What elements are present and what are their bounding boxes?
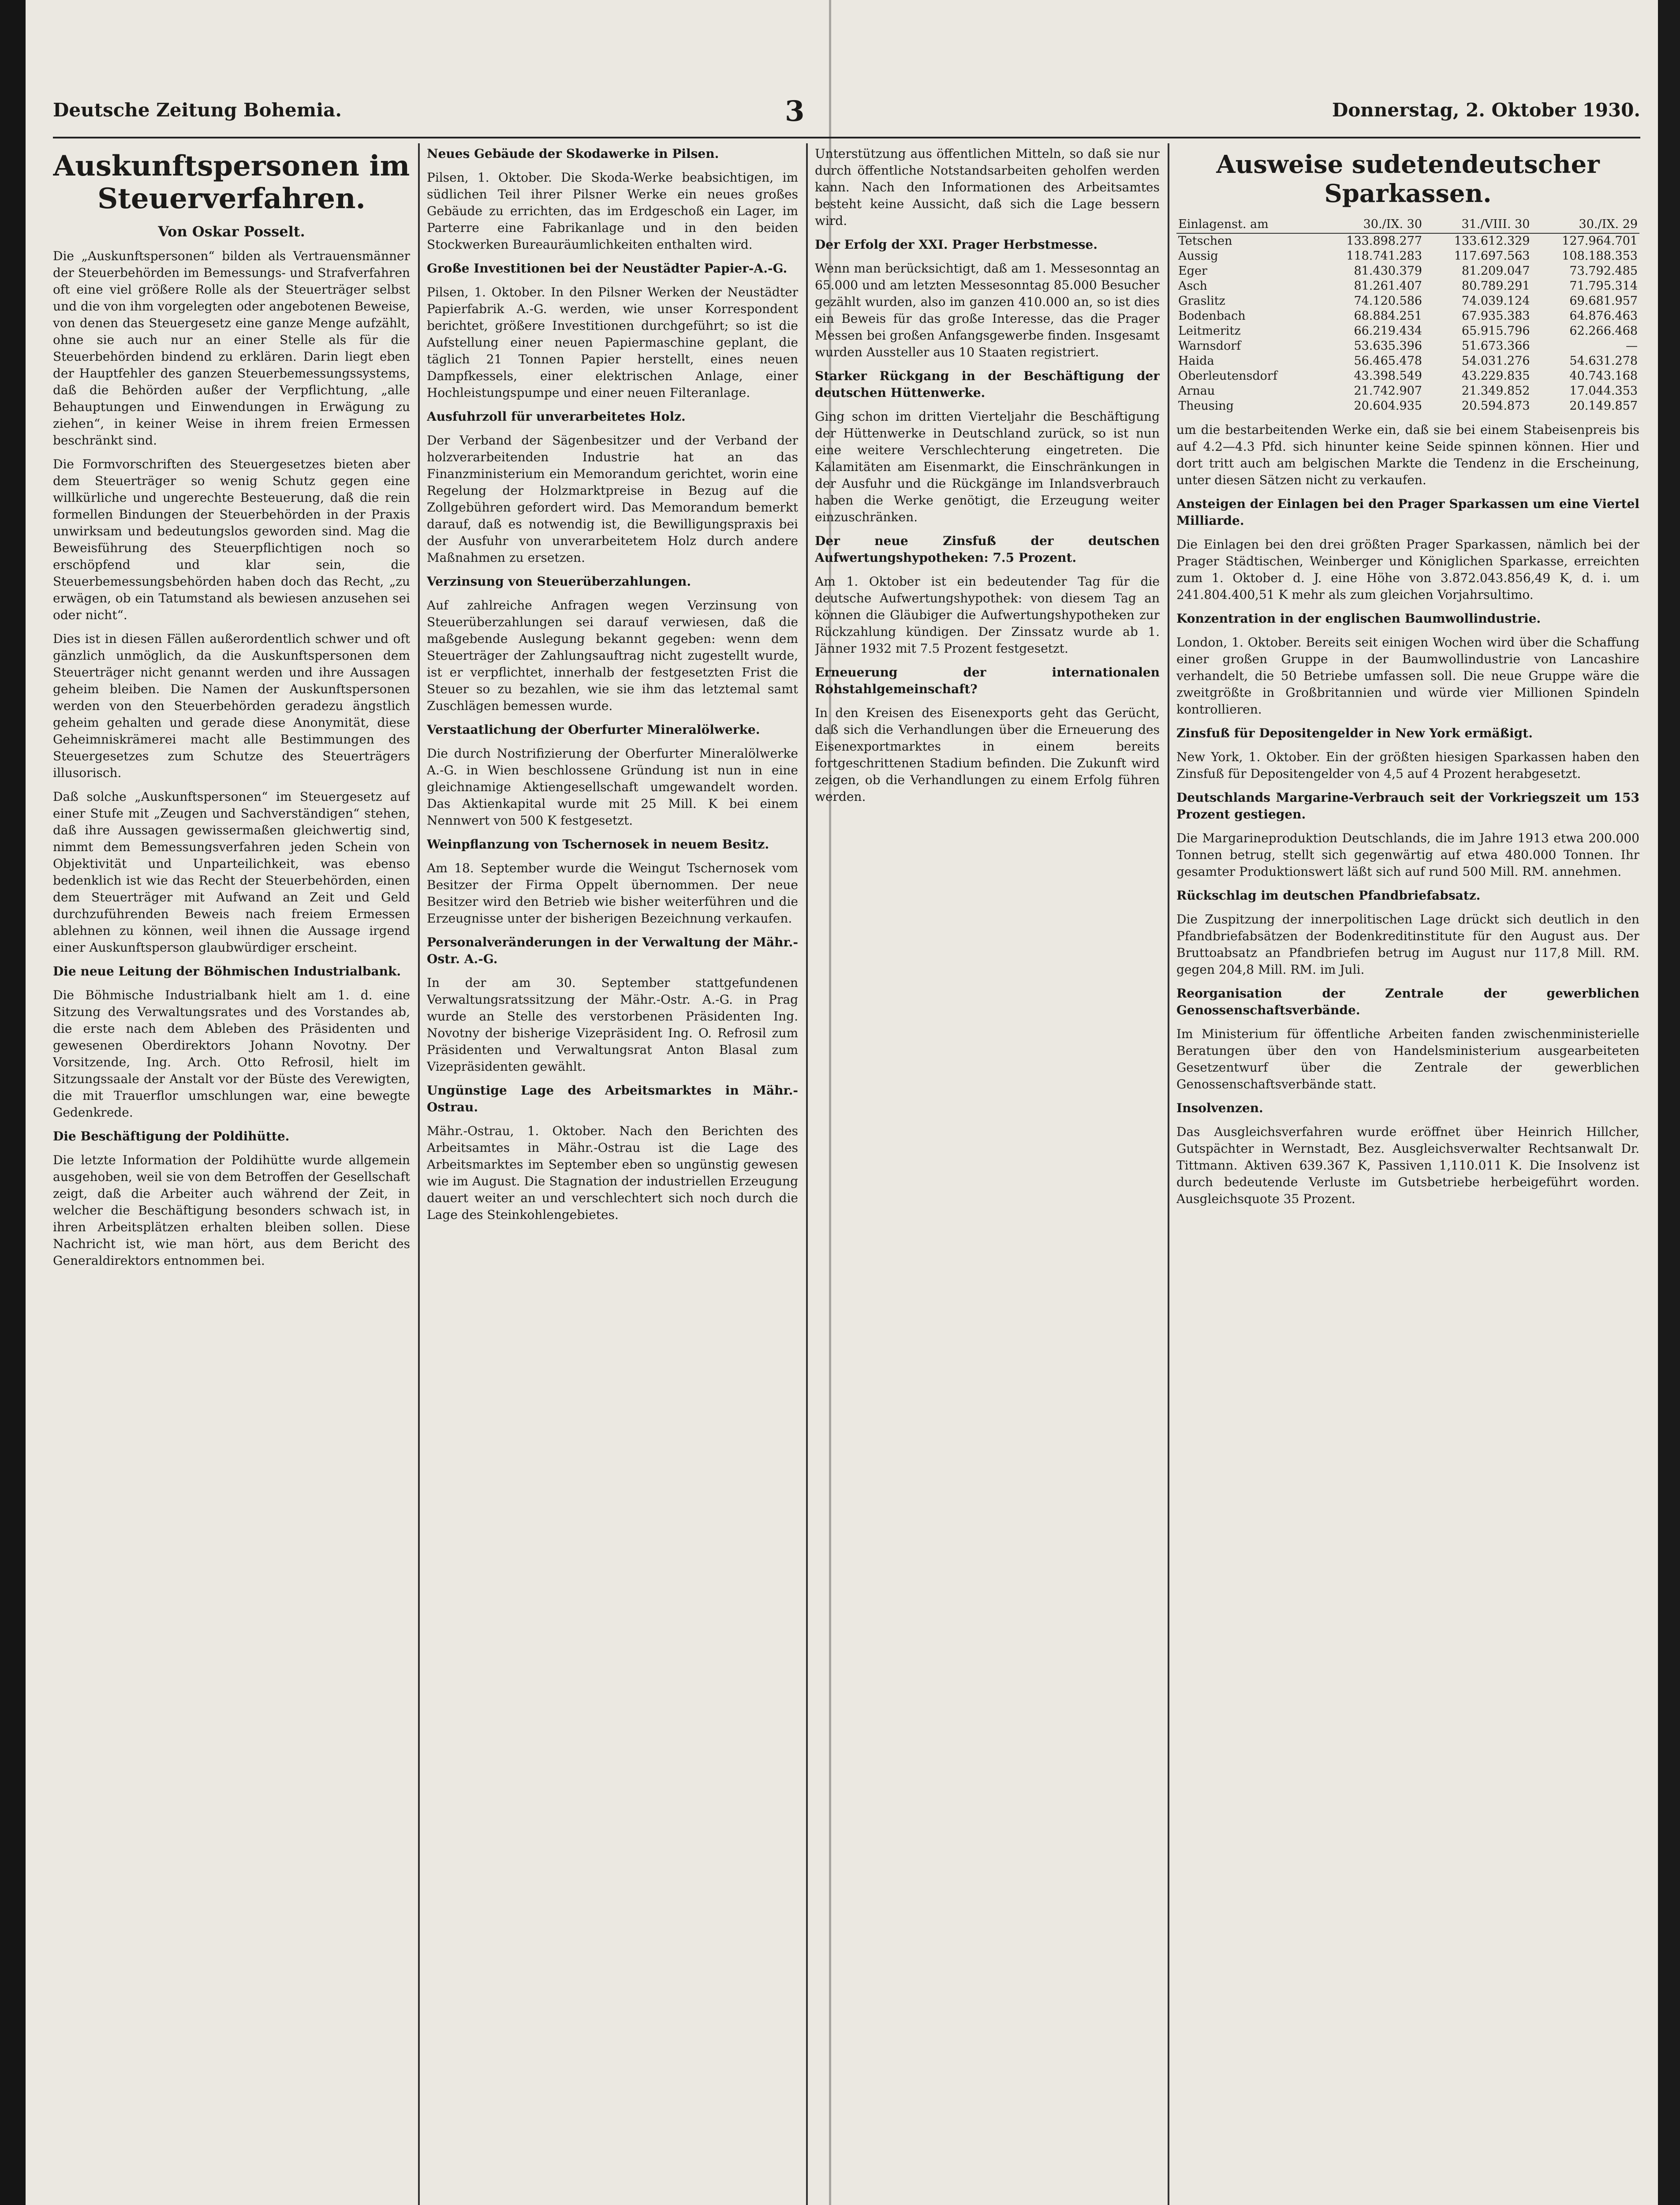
section-heading: Konzentration in der englischen Baumwollindustrie. bbox=[1176, 611, 1541, 626]
paragraph: New York, 1. Oktober. Ein der größten hiesigen Sparkassen haben den Zinsfuß für Depositengelder von 4,5 auf 4 Prozent herabgesetzt. bbox=[1176, 750, 1639, 781]
table-header: Einlagenst. am bbox=[1176, 216, 1316, 233]
deposit-value: 54.631.278 bbox=[1569, 354, 1638, 368]
section-heading: Ungünstige Lage des Arbeitsmarktes in Mähr.-Ostrau. bbox=[427, 1083, 798, 1114]
section-heading: Starker Rückgang in der Beschäftigung der deutschen Hüttenwerke. bbox=[815, 369, 1160, 400]
paragraph: Wenn man berücksichtigt, daß am 1. Messesonntag an 65.000 und am letzten Messesonntag 85.000 Besucher gezählt wurden, also im ganzen 410.000 an, so ist dies ein Beweis für das große Interesse, das die Prager Messen bei großen Anfangsgewerbe finden. Insgesamt wurden Aussteller aus 10 Staaten registriert. bbox=[815, 261, 1160, 359]
section-heading: Große Investitionen bei der Neustädter Papier-A.-G. bbox=[427, 261, 788, 276]
paragraph: Die Margarineproduktion Deutschlands, die im Jahre 1913 etwa 200.000 Tonnen betrug, stellt sich gegenwärtig auf etwa 480.000 Tonnen. Ihr gesamter Produktionswert läßt sich auf rund 500 Mill. RM. annehmen. bbox=[1176, 831, 1639, 879]
paragraph: Mähr.-Ostrau, 1. Oktober. Nach den Berichten des Arbeitsamtes in Mähr.-Ostrau ist die Lage des Arbeitsmarktes im September eben so ungünstig gewesen wie im August. Die Stagnation der industriellen Erzeugung dauert weiter an und verschlechtert sich noch durch die Lage des Steinkohlengebietes. bbox=[427, 1124, 798, 1222]
deposit-value: 20.604.935 bbox=[1354, 399, 1422, 413]
deposit-value: 108.188.353 bbox=[1562, 249, 1638, 263]
deposit-value: 20.149.857 bbox=[1569, 399, 1638, 413]
paragraph: Am 18. September wurde die Weingut Tschernosek vom Besitzer der Firma Oppelt übernommen. Der neue Besitzer wird den Betrieb wie bisher weiterführen und die Erzeugnisse unter der bisherigen Bezeichnung verkaufen. bbox=[427, 861, 798, 926]
paragraph: Dies ist in diesen Fällen außerordentlich schwer und oft gänzlich unmöglich, da die Auskunftspersonen dem Steuerträger nicht genannt werden und ihre Aussagen geheim bleiben. Die Namen der Auskunftspersonen werden von den Steuerbehörden geradezu ängstlich geheim gehalten und gerade diese Anonymität, diese Geheimniskrämerei macht alle Bestimmungen des Steuergesetzes zum Schutze des Steuerträgers illusorisch. bbox=[53, 632, 410, 780]
column-1 bbox=[53, 146, 410, 2205]
paragraph: Die Böhmische Industrialbank hielt am 1. d. eine Sitzung des Verwaltungsrates und des Vorstandes ab, die erste nach dem Ableben des Präsidenten und gewesenen Oberdirektors Johann Novotny. Der Vorsitzende, Ing. Arch. Otto Refrosil, hielt im Sitzungssaale der Anstalt vor der Büste des Verewigten, die mit Trauerflor umschlungen war, eine bewegte Gedenkrede. bbox=[53, 988, 410, 1120]
table-row bbox=[1176, 279, 1639, 294]
section-heading: Personalveränderungen in der Verwaltung der Mähr.-Ostr. A.-G. bbox=[427, 935, 798, 966]
sparkasse-name: Eger bbox=[1178, 264, 1207, 278]
deposit-value: 64.876.463 bbox=[1569, 309, 1638, 323]
sparkasse-name: Asch bbox=[1178, 279, 1207, 293]
deposit-value: 65.915.796 bbox=[1461, 324, 1530, 338]
section-heading: Deutschlands Margarine-Verbrauch seit der Vorkriegszeit um 153 Prozent gestiegen. bbox=[1176, 790, 1639, 822]
deposit-value: 81.261.407 bbox=[1354, 279, 1422, 293]
table-header: 31./VIII. 30 bbox=[1424, 216, 1531, 233]
deposit-value: — bbox=[1626, 339, 1638, 353]
column-4 bbox=[1176, 146, 1639, 2205]
table-row bbox=[1176, 399, 1639, 414]
header-rule bbox=[53, 137, 1640, 138]
section-heading: Ausfuhrzoll für unverarbeitetes Holz. bbox=[427, 409, 686, 424]
savings-table bbox=[1176, 216, 1639, 414]
paragraph: Unterstützung aus öffentlichen Mitteln, so daß sie nur durch öffentliche Notstandsarbeiten geholfen werden kann. Nach den Informationen des Arbeitsamtes besteht keine Aussicht, daß sich die Lage bessern wird. bbox=[815, 146, 1160, 228]
paragraph: Die durch Nostrifizierung der Oberfurter Mineralölwerke A.-G. in Wien beschlossene Gründung ist nun in eine gleichnamige Aktiengesellschaft umgewandelt worden. Das Aktienkapital wurde mit 25 Mill. K bei einem Nennwert von 500 K festgesetzt. bbox=[427, 746, 798, 828]
deposit-value: 68.884.251 bbox=[1354, 309, 1422, 323]
table-row bbox=[1176, 369, 1639, 384]
section-heading: Verzinsung von Steuerüberzahlungen. bbox=[427, 574, 691, 589]
issue-date: Donnerstag, 2. Oktober 1930. bbox=[1332, 99, 1640, 121]
paragraph: In den Kreisen des Eisenexports geht das Gerücht, daß sich die Verhandlungen über die Erneuerung des Eisenexportmarktes in einem bereits fortgeschrittenen Stadium befinden. Die Zukunft wird zeigen, ob die Verhandlungen zu einem Erfolg führen werden. bbox=[815, 706, 1160, 804]
sparkasse-name: Aussig bbox=[1178, 249, 1218, 263]
sparkasse-name: Haida bbox=[1178, 354, 1214, 368]
deposit-value: 80.789.291 bbox=[1461, 279, 1530, 293]
section-heading: Die neue Leitung der Böhmischen Industrialbank. bbox=[53, 964, 401, 979]
table-row bbox=[1176, 339, 1639, 354]
deposit-value: 127.964.701 bbox=[1562, 234, 1638, 248]
scan-border-right bbox=[1658, 0, 1680, 2205]
paragraph: In der am 30. September stattgefundenen Verwaltungsratssitzung der Mähr.-Ostr. A.-G. in Prag wurde an Stelle des verstorbenen Präsidenten Ing. Novotny der bisherige Vizepräsident Ing. O. Refrosil zum Präsidenten und Verwaltungsrat Anton Blasal zum Vizepräsidenten gewählt. bbox=[427, 975, 798, 1074]
paragraph: Im Ministerium für öffentliche Arbeiten fanden zwischenministerielle Beratungen über den von Handelsministerium ausgearbeiteten Gesetzentwurf über die Zentrale der gewerblichen Genossenschaftsverbände statt. bbox=[1176, 1027, 1639, 1091]
table-row bbox=[1176, 384, 1639, 399]
paragraph: Die letzte Information der Poldihütte wurde allgemein ausgehoben, weil sie von dem Betroffen der Gesellschaft zeigt, daß die Arbeiter auch während der Zeit, in welcher die Beschäftigung besonders schwach ist, in ihren Arbeitsplätzen erhalten bleiben sollen. Diese Nachricht ist, wie man hört, aus dem Bericht des Generaldirektors entnommen bei. bbox=[53, 1153, 410, 1268]
page-number: 3 bbox=[785, 95, 805, 128]
table-row bbox=[1176, 354, 1639, 369]
section-heading: Die Beschäftigung der Poldihütte. bbox=[53, 1129, 290, 1144]
section-heading: Der Erfolg der XXI. Prager Herbstmesse. bbox=[815, 237, 1098, 252]
paragraph: Ging schon im dritten Vierteljahr die Beschäftigung der Hüttenwerke in Deutschland zurück, so ist nun eine weitere Verschlechterung eingetreten. Die Kalamitäten am Eisenmarkt, die Einschränkungen in der Ausfuhr und die Rückgänge im Inlandsverbrauch haben die Werke genötigt, die Erzeugung weiter einzuschränken. bbox=[815, 409, 1160, 524]
deposit-value: 133.898.277 bbox=[1346, 234, 1422, 248]
section-heading: Rückschlag im deutschen Pfandbriefabsatz. bbox=[1176, 888, 1481, 903]
sparkasse-name: Bodenbach bbox=[1178, 309, 1246, 323]
column-rule bbox=[1168, 143, 1169, 2205]
paragraph: Das Ausgleichsverfahren wurde eröffnet über Heinrich Hillcher, Gutspächter in Wernstadt, Bez. Ausgleichsverwalter Rechtsanwalt Dr. Tittmann. Aktiven 639.367 K, Passiven 1,110.011 K. Die Insolvenz ist durch bedeutende Verluste im Gutsbetriebe herbeigeführt worden. Ausgleichsquote 35 Prozent. bbox=[1176, 1125, 1639, 1206]
table-header-row bbox=[1176, 216, 1639, 233]
table-row bbox=[1176, 324, 1639, 339]
table-body bbox=[1176, 233, 1639, 414]
section-heading: Zinsfuß für Depositengelder in New York ermäßigt. bbox=[1176, 726, 1533, 740]
deposit-value: 118.741.283 bbox=[1346, 249, 1422, 263]
scan-border-left bbox=[0, 0, 26, 2205]
column-rule bbox=[806, 143, 808, 2205]
paragraph: Die Einlagen bei den drei größten Prager Sparkassen, nämlich bei der Prager Städtischen, Weinberger und Königlichen Sparkasse, erreichten zum 1. Oktober d. J. eine Höhe von 3.872.043.856,49 K, d. i. um 241.804.400,51 K mehr als zum gleichen Vorjahrsultimo. bbox=[1176, 537, 1639, 602]
deposit-value: 21.742.907 bbox=[1354, 384, 1422, 398]
deposit-value: 54.031.276 bbox=[1461, 354, 1530, 368]
article-byline: Von Oskar Posselt. bbox=[158, 223, 305, 240]
page-header bbox=[53, 95, 1640, 135]
deposit-value: 40.743.168 bbox=[1569, 369, 1638, 383]
table-header: 30./IX. 30 bbox=[1316, 216, 1424, 233]
table-header: 30./IX. 29 bbox=[1532, 216, 1640, 233]
sparkasse-name: Arnau bbox=[1178, 384, 1215, 398]
column-2 bbox=[427, 146, 798, 2205]
section-heading: Insolvenzen. bbox=[1176, 1101, 1263, 1115]
deposit-value: 67.935.383 bbox=[1461, 309, 1530, 323]
paragraph: Am 1. Oktober ist ein bedeutender Tag für die deutsche Aufwertungshypothek: von diesem Tag an können die Gläubiger die Aufwertungshypotheken zur Rückzahlung kündigen. Der Zinssatz wurde ab 1. Jänner 1932 mit 7.5 Prozent festgesetzt. bbox=[815, 574, 1160, 656]
deposit-value: 133.612.329 bbox=[1454, 234, 1530, 248]
deposit-value: 71.795.314 bbox=[1569, 279, 1638, 293]
section-heading: Reorganisation der Zentrale der gewerblichen Genossenschaftsverbände. bbox=[1176, 986, 1639, 1017]
paragraph: Die Zuspitzung der innerpolitischen Lage drückt sich deutlich in den Pfandbriefabsätzen der Bodenkreditinstitute für den August aus. Der Bruttoabsatz an Pfandbriefen betrug im August nur 117,8 Mill. RM. gegen 204,8 Mill. RM. im Juli. bbox=[1176, 912, 1639, 977]
table-row bbox=[1176, 309, 1639, 324]
paragraph: Der Verband der Sägenbesitzer und der Verband der holzverarbeitenden Industrie hat an das Finanzministerium ein Memorandum gerichtet, worin eine Regelung der Holzmarktpreise in Bezug auf die Zollgebühren gefordert wird. Das Memorandum bemerkt darauf, daß es notwendig ist, die Bewilligungspraxis bei der Ausfuhr von unverarbeitetem Holz durch andere Maßnahmen zu ersetzen. bbox=[427, 433, 798, 565]
deposit-value: 69.681.957 bbox=[1569, 294, 1638, 308]
deposit-value: 62.266.468 bbox=[1569, 324, 1638, 338]
section-heading: Erneuerung der internationalen Rohstahlgemeinschaft? bbox=[815, 665, 1160, 696]
newspaper-title: Deutsche Zeitung Bohemia. bbox=[53, 99, 342, 121]
table-row bbox=[1176, 264, 1639, 279]
section-heading: Neues Gebäude der Skodawerke in Pilsen. bbox=[427, 146, 719, 161]
paragraph: London, 1. Oktober. Bereits seit einigen Wochen wird über die Schaffung einer großen Gruppe in der Baumwollindustrie von Lancashire verhandelt, die 50 Betriebe umfassen soll. Die neue Gruppe wäre die zweitgrößte in Großbritannien und würde vier Millionen Spindeln kontrollieren. bbox=[1176, 635, 1639, 717]
section-heading: Der neue Zinsfuß der deutschen Aufwertungshypotheken: 7.5 Prozent. bbox=[815, 534, 1160, 565]
deposit-value: 43.229.835 bbox=[1461, 369, 1530, 383]
deposit-value: 81.209.047 bbox=[1461, 264, 1530, 278]
article-headline: Ausweise sudetendeutscher Sparkassen. bbox=[1216, 150, 1600, 208]
deposit-value: 43.398.549 bbox=[1354, 369, 1422, 383]
deposit-value: 56.465.478 bbox=[1354, 354, 1422, 368]
paragraph: Daß solche „Auskunftspersonen“ im Steuergesetz auf einer Stufe mit „Zeugen und Sachverständigen“ stehen, daß ihre Aussagen gewissermaßen gleichwertig sind, nimmt dem Bemessungsverfahren jeden Schein von Objektivität und Unparteilichkeit, was ebenso bedenklich ist wie das Recht der Steuerbehörden, einen dem Steuerträger mit Aufwand an Zeit und Geld durchzuführenden Beweis nach freiem Ermessen ablehnen zu können, weil ihnen die Aussage irgend einer Auskunftsperson glaubwürdiger erscheint. bbox=[53, 789, 410, 955]
deposit-value: 51.673.366 bbox=[1461, 339, 1530, 353]
deposit-value: 20.594.873 bbox=[1461, 399, 1530, 413]
savings-table-wrap bbox=[1176, 216, 1639, 414]
deposit-value: 117.697.563 bbox=[1454, 249, 1530, 263]
column-3 bbox=[815, 146, 1160, 2205]
deposit-value: 17.044.353 bbox=[1569, 384, 1638, 398]
section-heading: Weinpflanzung von Tschernosek in neuem Besitz. bbox=[427, 837, 769, 852]
paragraph: Auf zahlreiche Anfragen wegen Verzinsung von Steuerüberzahlungen sei darauf verwiesen, daß die maßgebende Auslegung bekannt gegeben: wenn dem Steuerträger der Zahlungsauftrag nicht zugestellt wurde, ist er verpflichtet, innerhalb der festgesetzten Frist die Steuer so zu bezahlen, wie sie ihm das letztemal samt Zuschlägen bemessen wurde. bbox=[427, 598, 798, 713]
section-heading: Ansteigen der Einlagen bei den Prager Sparkassen um eine Viertel Milliarde. bbox=[1176, 497, 1639, 528]
sparkasse-name: Oberleutensdorf bbox=[1178, 369, 1277, 383]
deposit-value: 74.120.586 bbox=[1354, 294, 1422, 308]
paragraph: Pilsen, 1. Oktober. In den Pilsner Werken der Neustädter Papierfabrik A.-G. werden, wie unser Korrespondent berichtet, größere Investitionen durchgeführt; so ist die Aufstellung einer neuen Papiermaschine geplant, die täglich 21 Tonnen Papier herstellt, eines neuen Dampfkessels, einer elektrischen Anlage, einer Hochleistungspumpe und einer neuen Filteranlage. bbox=[427, 285, 798, 400]
column-rule bbox=[418, 143, 420, 2205]
deposit-value: 53.635.396 bbox=[1354, 339, 1422, 353]
sparkasse-name: Leitmeritz bbox=[1178, 324, 1241, 338]
paragraph: Die „Auskunftspersonen“ bilden als Vertrauensmänner der Steuerbehörden im Bemessungs- und Strafverfahren oft eine viel größere Rolle als der Steuerträger selbst und die von ihm vorgelegten oder angebotenen Beweise, von denen das Steuergesetz eine ganze Menge aufzählt, ohne sie auch nur an einer Stelle als für die Steuerbehörden bindend zu erklären. Darin liegt eben der Hauptfehler des ganzen Steuerbemessungssystems, daß die Behörden außer der Verpflichtung, „alle Behauptungen und Einwendungen in Erwägung zu ziehen“, in keiner Weise in ihrem freien Ermessen beschränkt sind. bbox=[53, 249, 410, 448]
table-row bbox=[1176, 233, 1639, 249]
sparkasse-name: Warnsdorf bbox=[1178, 339, 1241, 353]
table-row bbox=[1176, 294, 1639, 309]
deposit-value: 66.219.434 bbox=[1354, 324, 1422, 338]
paragraph: Die Formvorschriften des Steuergesetzes bieten aber dem Steuerträger so wenig Schutz gegen eine willkürliche und ungerechte Besteuerung, daß die rein formellen Bindungen der Steuerbehörden in der Praxis unwirksam und bedeutungslos geworden sind. Mag die Beweisführung des Steuerpflichtigen noch so erschöpfend und klar sein, die Steuerbemessungsbehörden haben doch das Recht, „zu erwägen, ob ein Tatumstand als bewiesen anzusehen sei oder nicht“. bbox=[53, 457, 410, 622]
paragraph: um die bestarbeitenden Werke ein, daß sie bei einem Stabeisenpreis bis auf 4.2—4.3 Pfd. sich hinunter keine Seide spinnen können. Hier und dort tritt auch am belgischen Markte die Tendenz in die Erscheinung, unter diesen Sätzen nicht zu verkaufen. bbox=[1176, 422, 1639, 487]
sparkasse-name: Theusing bbox=[1178, 399, 1234, 413]
deposit-value: 73.792.485 bbox=[1569, 264, 1638, 278]
deposit-value: 74.039.124 bbox=[1461, 294, 1530, 308]
paragraph: Pilsen, 1. Oktober. Die Skoda-Werke beabsichtigen, im südlichen Teil ihrer Pilsner Werke ein neues großes Gebäude zu errichten, das im Erdgeschoß ein Lager, im Parterre eine Fabrikanlage und in den beiden Stockwerken Bureauräumlichkeiten enthalten wird. bbox=[427, 170, 798, 252]
table-row bbox=[1176, 249, 1639, 264]
deposit-value: 81.430.379 bbox=[1354, 264, 1422, 278]
deposit-value: 21.349.852 bbox=[1461, 384, 1530, 398]
sparkasse-name: Tetschen bbox=[1178, 234, 1232, 248]
sparkasse-name: Graslitz bbox=[1178, 294, 1225, 308]
section-heading: Verstaatlichung der Oberfurter Mineralölwerke. bbox=[427, 722, 760, 737]
article-headline: Auskunftspersonen im Steuerverfahren. bbox=[53, 149, 410, 215]
